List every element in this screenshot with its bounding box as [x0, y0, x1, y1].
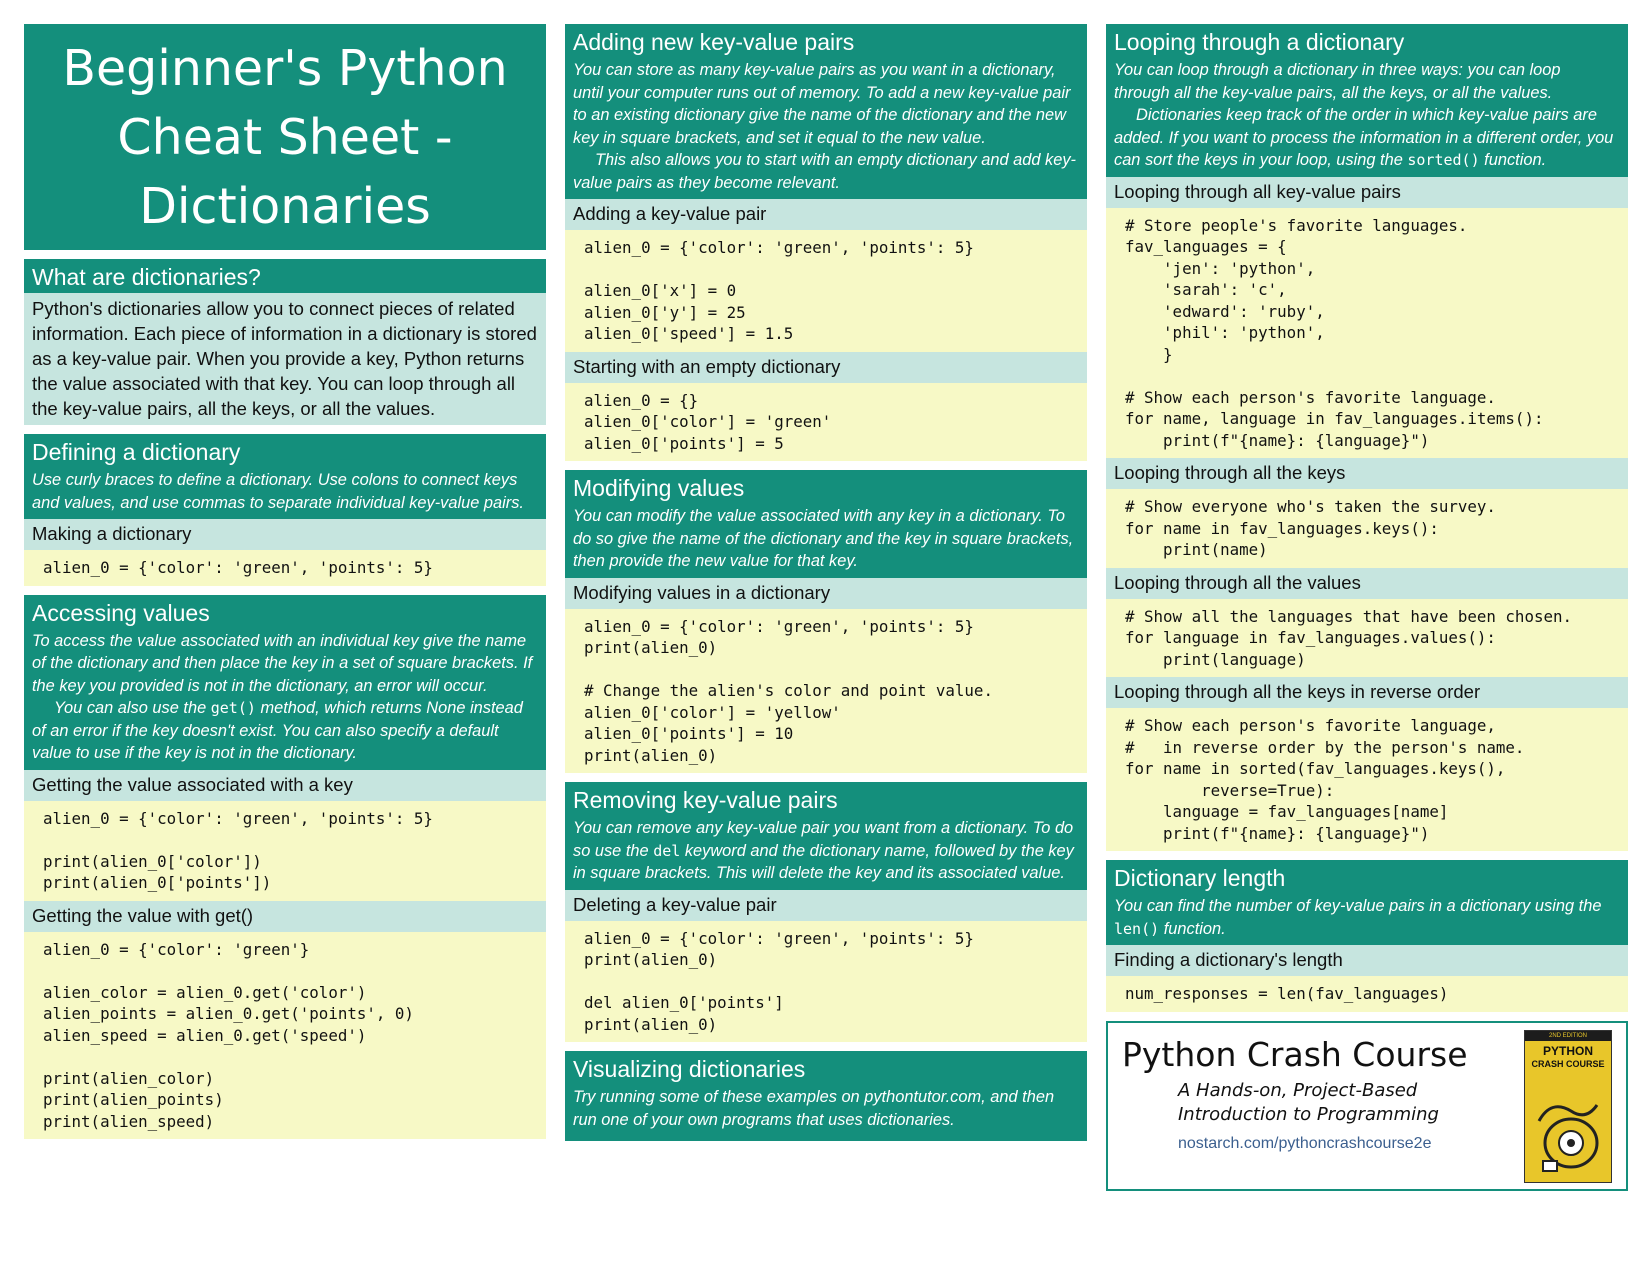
section-header: [24, 434, 546, 519]
code-block: alien_0 = {'color': 'green', 'points': 5} print(alien_0['color']) print(alien_0['points']): [24, 801, 546, 901]
description-paragraph: [32, 697, 538, 765]
section-description: [573, 505, 1079, 573]
page-title: Beginner's Python Cheat Sheet - Dictionaries: [62, 39, 508, 235]
subsection-title: Deleting a key-value pair: [565, 890, 1087, 921]
section-visualizing: [565, 1051, 1087, 1141]
description-paragraph: Use curly braces to define a dictionary. Use colons to connect keys and values, and use commas to separate individual key-value pairs.: [32, 471, 524, 512]
section-title: Removing key-value pairs: [573, 787, 838, 813]
inline-code: sorted(): [1407, 151, 1480, 169]
code-block: # Show each person's favorite language, # in reverse order by the person's name. for name in sorted(fav_languages.keys(), reverse=True): language = fav_languages[name] print(f"{name}: {language}"): [1106, 708, 1628, 851]
description-text: function.: [1479, 151, 1547, 169]
inline-code: get(): [210, 699, 256, 717]
description-paragraph: You can modify the value associated with any key in a dictionary. To do so give the name of the dictionary and the key in square brackets, then provide the new value for that key.: [573, 507, 1074, 570]
code-block: alien_0 = {} alien_0['color'] = 'green' alien_0['points'] = 5: [565, 383, 1087, 462]
subsection-title: Looping through all the keys: [1106, 458, 1628, 489]
section-adding-pairs: [565, 24, 1087, 461]
book-promo: [1106, 1021, 1628, 1191]
section-title: Modifying values: [573, 475, 745, 501]
book-title: PYTHON: [1542, 1043, 1593, 1058]
section-description: [573, 817, 1079, 885]
description-paragraph: You can store as many key-value pairs as you want in a dictionary, until your computer runs out of memory. To add a new key-value pair to an existing dictionary give the name of the dictionary and the new key in square brackets, and set it equal to the new value.: [573, 61, 1071, 147]
subsection-title: Looping through all key-value pairs: [1106, 177, 1628, 208]
code-block: # Store people's favorite languages. fav_languages = { 'jen': 'python', 'sarah': 'c', 'edward': 'ruby', 'phil': 'python', } # Show each person's favorite language. for name, language in fav_languages.items(): print(f"{name}: {language}"): [1106, 208, 1628, 459]
description-paragraph: [1114, 895, 1620, 940]
description-text: You can find the number of key-value pairs in a dictionary using the: [1114, 897, 1602, 915]
section-title: Accessing values: [32, 599, 210, 626]
subsection-title: Getting the value associated with a key: [24, 770, 546, 801]
section-header: [565, 24, 1087, 199]
subsection-title: Making a dictionary: [24, 519, 546, 550]
page-title-banner: [24, 24, 546, 250]
description-paragraph: To access the value associated with an individual key give the name of the dictionary and then place the key in a set of square brackets. If the key you provided is not in the dictionary, an error will occur.: [32, 631, 533, 695]
inline-code: del: [653, 841, 681, 860]
section-title: Looping through a dictionary: [1114, 29, 1405, 55]
section-dictionary-length: [1106, 860, 1628, 1012]
section-title: Visualizing dictionaries: [573, 1056, 806, 1082]
section-removing-pairs: [565, 782, 1087, 1042]
description-text: You can also use the: [54, 699, 211, 717]
section-looping: [1106, 24, 1628, 851]
promo-subtitle: [1178, 1079, 1439, 1127]
section-header: [24, 595, 546, 770]
code-block: alien_0 = {'color': 'green', 'points': 5}: [24, 550, 546, 586]
book-title: CRASH COURSE: [1531, 1058, 1605, 1069]
subsection-title: Looping through all the keys in reverse order: [1106, 677, 1628, 708]
section-description: [573, 1086, 1079, 1131]
subsection-title: Getting the value with get(): [24, 901, 546, 932]
section-defining-dictionary: [24, 434, 546, 586]
code-block: alien_0 = {'color': 'green'} alien_color = alien_0.get('color') alien_points = alien_0.get('points', 0) alien_speed = alien_0.get('speed') print(alien_color) print(alien_points) print(alien_speed): [24, 932, 546, 1140]
section-title: Dictionary length: [1114, 865, 1286, 891]
section-accessing-values: [24, 595, 546, 1140]
code-block: alien_0 = {'color': 'green', 'points': 5} print(alien_0) del alien_0['points'] print(alien_0): [565, 921, 1087, 1043]
code-block: # Show all the languages that have been chosen. for language in fav_languages.values(): print(language): [1106, 599, 1628, 678]
section-header: [1106, 24, 1628, 177]
section-description: [1114, 895, 1620, 940]
section-header: [565, 782, 1087, 890]
description-paragraph: This also allows you to start with an empty dictionary and add key-value pairs as they become relevant.: [573, 151, 1077, 192]
section-what-are-dictionaries: [24, 259, 546, 425]
section-title: Adding new key-value pairs: [573, 29, 855, 55]
section-body: Python's dictionaries allow you to connect pieces of related information. Each piece of information in a dictionary is stored as a key-value pair. When you provide a key, Python returns the value associated with that key. You can loop through all the key-value pairs, all the keys, or all the values.: [24, 293, 546, 425]
book-cover-image: [1524, 1030, 1612, 1183]
code-block: # Show everyone who's taken the survey. for name in fav_languages.keys(): print(name): [1106, 489, 1628, 568]
description-paragraph: [573, 817, 1079, 885]
section-description: [32, 630, 538, 765]
promo-subtitle-line: A Hands-on, Project-Based: [1178, 1079, 1418, 1101]
promo-subtitle-line: Introduction to Programming: [1178, 1103, 1439, 1125]
description-text: method, which returns None instead of an error if the key doesn't exist. You can also specify a default value to use if the key is not in the dictionary.: [32, 699, 523, 762]
section-modifying-values: [565, 470, 1087, 773]
section-title: What are dictionaries?: [32, 264, 261, 290]
section-header: [1106, 860, 1628, 945]
robot-snake-illustration-icon: [1531, 1091, 1607, 1177]
promo-title: Python Crash Course: [1122, 1034, 1468, 1074]
description-text: Dictionaries keep track of the order in which key-value pairs are added. If you want to process the information in a different order, you can sort the keys in your loop, using the: [1114, 106, 1614, 169]
description-text: You can remove any key-value pair you want from a dictionary. To do so use the: [573, 819, 1074, 860]
description-text: function.: [1159, 919, 1226, 938]
description-paragraph: [1114, 104, 1620, 172]
section-description: [1114, 59, 1620, 172]
code-block: num_responses = len(fav_languages): [1106, 976, 1628, 1012]
description-paragraph: You can loop through a dictionary in three ways: you can loop through all the key-value pairs, all the keys, or all the values.: [1114, 61, 1561, 102]
description-text: keyword and the dictionary name, followed by the key in square brackets. This will delete the key and its associated value.: [573, 841, 1074, 882]
code-block: alien_0 = {'color': 'green', 'points': 5} print(alien_0) # Change the alien's color and point value. alien_0['color'] = 'yellow' alien_0['points'] = 10 print(alien_0): [565, 609, 1087, 774]
subsection-title: Starting with an empty dictionary: [565, 352, 1087, 383]
column-2: [565, 24, 1087, 1150]
section-header: [24, 259, 546, 293]
code-block: alien_0 = {'color': 'green', 'points': 5} alien_0['x'] = 0 alien_0['y'] = 25 alien_0['speed'] = 1.5: [565, 230, 1087, 352]
column-1: [24, 24, 546, 1148]
section-description: [32, 469, 538, 514]
subsection-title: Adding a key-value pair: [565, 199, 1087, 230]
promo-link[interactable]: nostarch.com/pythoncrashcourse2e: [1178, 1134, 1432, 1152]
subsection-title: Looping through all the values: [1106, 568, 1628, 599]
section-header: [565, 1051, 1087, 1141]
inline-code: len(): [1114, 919, 1160, 938]
book-edition: 2ND EDITION: [1525, 1031, 1611, 1041]
section-header: [565, 470, 1087, 578]
section-title: Defining a dictionary: [32, 439, 241, 465]
section-description: [573, 59, 1079, 194]
column-3: [1106, 24, 1628, 1191]
description-paragraph: Try running some of these examples on pythontutor.com, and then run one of your own programs that uses dictionaries.: [573, 1088, 1055, 1129]
subsection-title: Finding a dictionary's length: [1106, 945, 1628, 976]
subsection-title: Modifying values in a dictionary: [565, 578, 1087, 609]
